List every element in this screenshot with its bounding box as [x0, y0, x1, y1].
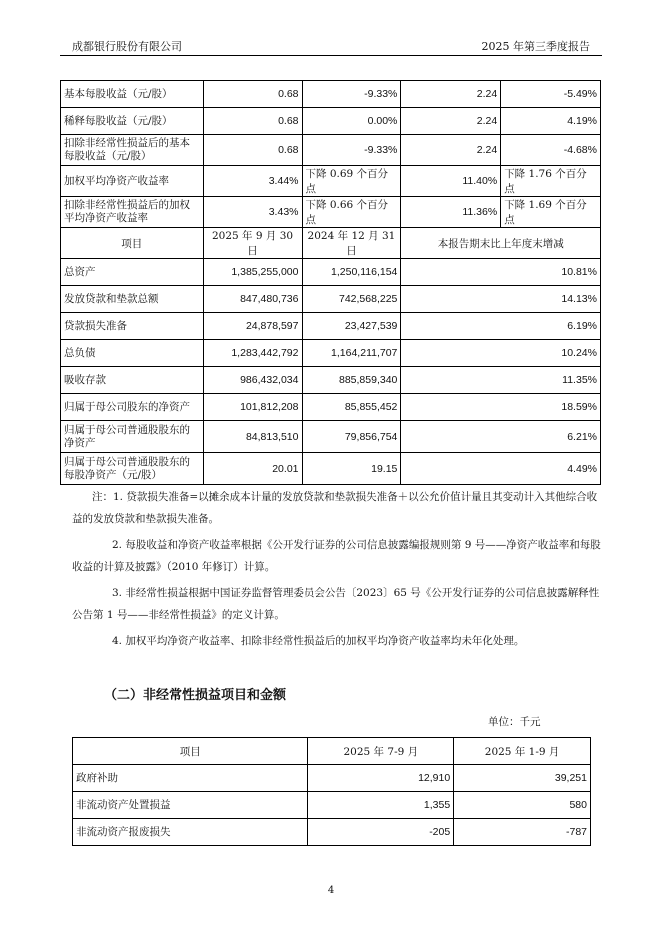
cell: -4.68% — [501, 135, 601, 166]
cell: 下降 0.69 个百分点 — [302, 166, 401, 197]
cell: -9.33% — [302, 135, 401, 166]
cell: 下降 0.66 个百分点 — [302, 197, 401, 228]
cell: 4.49% — [401, 453, 601, 485]
row-label: 基本每股收益（元/股） — [61, 81, 204, 108]
row-label: 归属于母公司普通股股东的净资产 — [61, 421, 204, 453]
row-label: 稀释每股收益（元/股） — [61, 108, 204, 135]
column-header: 项目 — [73, 738, 308, 765]
table-row — [73, 765, 591, 792]
cell: 19.15 — [302, 453, 401, 485]
cell: 742,568,225 — [302, 286, 401, 313]
cell: -787 — [454, 819, 591, 846]
table-header-row — [61, 228, 601, 259]
cell: 4.19% — [501, 108, 601, 135]
row-label: 扣除非经常性损益后的加权平均净资产收益率 — [61, 197, 204, 228]
row-label: 总资产 — [61, 259, 204, 286]
table-row — [61, 286, 601, 313]
cell: 986,432,034 — [203, 367, 302, 394]
row-label: 扣除非经常性损益后的基本每股收益（元/股） — [61, 135, 204, 166]
cell: 18.59% — [401, 394, 601, 421]
cell: 1,250,116,154 — [302, 259, 401, 286]
column-header: 2025 年 9 月 30 日 — [203, 228, 302, 259]
cell: 580 — [454, 792, 591, 819]
table-row — [61, 108, 601, 135]
cell: 101,812,208 — [203, 394, 302, 421]
cell: 1,164,211,707 — [302, 340, 401, 367]
cell: 6.21% — [401, 421, 601, 453]
table-row — [61, 453, 601, 485]
cell: -5.49% — [501, 81, 601, 108]
cell: 11.36% — [401, 197, 501, 228]
column-header: 2024 年 12 月 31 日 — [302, 228, 401, 259]
table-row — [61, 340, 601, 367]
row-label: 加权平均净资产收益率 — [61, 166, 204, 197]
cell: 885,859,340 — [302, 367, 401, 394]
table-row — [61, 135, 601, 166]
unit-label: 单位：千元 — [488, 716, 541, 728]
cell: 0.68 — [203, 108, 302, 135]
table-row — [73, 819, 591, 846]
table-row — [61, 394, 601, 421]
table-row — [73, 792, 591, 819]
cell: 3.44% — [203, 166, 302, 197]
column-header: 2025 年 1-9 月 — [454, 738, 591, 765]
cell: -205 — [308, 819, 454, 846]
header-report-title: 2025 年第三季度报告 — [481, 40, 590, 53]
cell: 0.68 — [203, 81, 302, 108]
row-label: 归属于母公司股东的净资产 — [61, 394, 204, 421]
table-row — [61, 367, 601, 394]
cell: 14.13% — [401, 286, 601, 313]
page-number: 4 — [327, 885, 335, 896]
cell: 1,355 — [308, 792, 454, 819]
cell: 39,251 — [454, 765, 591, 792]
column-header: 2025 年 7-9 月 — [308, 738, 454, 765]
table-row — [61, 81, 601, 108]
header-divider — [60, 55, 602, 56]
cell: -9.33% — [302, 81, 401, 108]
non-recurring-items-table — [72, 737, 591, 846]
cell: 20.01 — [203, 453, 302, 485]
row-label: 非流动资产报废损失 — [73, 819, 308, 846]
note-1: 注：1. 贷款损失准备=以摊余成本计量的发放贷款和垫款损失准备＋以公允价值计量且其变动计入其他综合收益的发放贷款和垫款损失准备。 — [72, 491, 598, 525]
cell: 2.24 — [401, 108, 501, 135]
cell: 85,855,452 — [302, 394, 401, 421]
table-row — [61, 197, 601, 228]
cell: 下降 1.69 个百分点 — [501, 197, 601, 228]
cell: 6.19% — [401, 313, 601, 340]
cell: 79,856,754 — [302, 421, 401, 453]
cell: 10.81% — [401, 259, 601, 286]
table-row — [61, 313, 601, 340]
cell: 11.35% — [401, 367, 601, 394]
row-label: 吸收存款 — [61, 367, 204, 394]
section-title: （二）非经常性损益项目和金额 — [104, 688, 287, 703]
cell: 下降 1.76 个百分点 — [501, 166, 601, 197]
notes-block — [72, 486, 602, 652]
cell: 0.68 — [203, 135, 302, 166]
table-header-row — [73, 738, 591, 765]
cell: 24,878,597 — [203, 313, 302, 340]
cell: 10.24% — [401, 340, 601, 367]
row-label: 贷款损失准备 — [61, 313, 204, 340]
cell: 1,283,442,792 — [203, 340, 302, 367]
row-label: 政府补助 — [73, 765, 308, 792]
row-label: 归属于母公司普通股股东的每股净资产（元/股） — [61, 453, 204, 485]
note-4: 4. 加权平均净资产收益率、扣除非经常性损益后的加权平均净资产收益率均未年化处理。 — [112, 635, 525, 647]
table-row — [61, 166, 601, 197]
cell: 3.43% — [203, 197, 302, 228]
row-label: 发放贷款和垫款总额 — [61, 286, 204, 313]
note-3: 3. 非经常性损益根据中国证券监督管理委员会公告〔2023〕65 号《公开发行证券的公司信息披露解释性公告第 1 号——非经常性损益》的定义计算。 — [72, 587, 600, 621]
column-header: 项目 — [61, 228, 204, 259]
cell: 0.00% — [302, 108, 401, 135]
header-company: 成都银行股份有限公司 — [72, 40, 182, 53]
cell: 11.40% — [401, 166, 501, 197]
row-label: 非流动资产处置损益 — [73, 792, 308, 819]
row-label: 总负债 — [61, 340, 204, 367]
financial-indicators-table — [60, 80, 601, 485]
cell: 1,385,255,000 — [203, 259, 302, 286]
cell: 23,427,539 — [302, 313, 401, 340]
cell: 84,813,510 — [203, 421, 302, 453]
cell: 847,480,736 — [203, 286, 302, 313]
table-row — [61, 259, 601, 286]
cell: 12,910 — [308, 765, 454, 792]
cell: 2.24 — [401, 135, 501, 166]
note-2: 2. 每股收益和净资产收益率根据《公开发行证券的公司信息披露编报规则第 9 号——净资产收益率和每股收益的计算及披露》（2010 年修订）计算。 — [72, 539, 601, 573]
column-header: 本报告期末比上年度末增减 — [401, 228, 601, 259]
cell: 2.24 — [401, 81, 501, 108]
table-row — [61, 421, 601, 453]
